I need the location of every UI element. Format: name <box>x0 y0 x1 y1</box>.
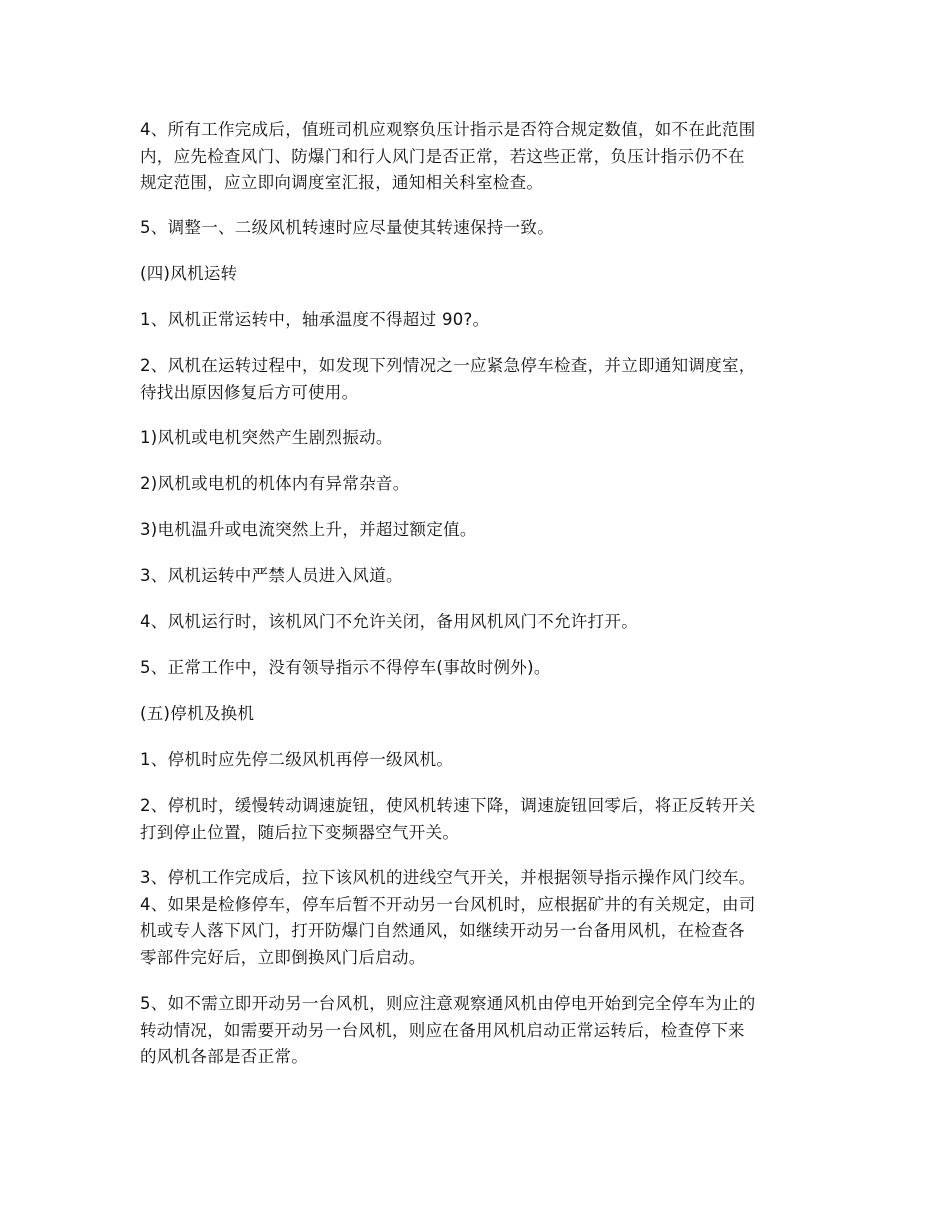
text-line: 3、停机工作完成后，拉下该风机的进线空气开关，并根据领导指示操作风门绞车。 <box>140 868 756 887</box>
text-line: 打到停止位置，随后拉下变频器空气开关。 <box>140 822 460 842</box>
paragraph-4 <box>140 353 810 406</box>
text-line: 3、风机运转中严禁人员进入风道。 <box>140 566 403 585</box>
text-line: 1、停机时应先停二级风机再停一级风机。 <box>140 750 454 769</box>
list-item-1 <box>140 425 810 452</box>
section-heading-4 <box>140 261 810 288</box>
text-line: 4、风机运行时，该机风门不允许关闭，备用风机风门不允许打开。 <box>140 612 638 631</box>
section-heading-5 <box>140 701 810 728</box>
paragraph-2 <box>140 215 810 242</box>
text-line: 1、风机正常运转中，轴承温度不得超过 90?。 <box>140 310 490 329</box>
text-line: 2、停机时，缓慢转动调速旋钮，使风机转速下降，调速旋钮回零后，将正反转开关 <box>140 796 756 815</box>
text-line: 规定范围，应立即向调度室汇报，通知相关科室检查。 <box>140 173 544 192</box>
text-line: 2、风机在运转过程中，如发现下列情况之一应紧急停车检查，并立即通知调度室， <box>140 356 756 375</box>
paragraph-9 <box>140 793 810 846</box>
text-line: 机或专人落下风门，打开防爆门自然通风，如继续开动另一台备用风机，在检查各 <box>140 921 745 940</box>
text-line: 3)电机温升或电流突然上升，并超过额定值。 <box>140 520 477 539</box>
text-line: 5、正常工作中，没有领导指示不得停车(事故时例外)。 <box>140 658 551 677</box>
paragraph-5 <box>140 563 810 590</box>
paragraph-6 <box>140 609 810 636</box>
list-item-3 <box>140 517 810 544</box>
text-line: 4、所有工作完成后，值班司机应观察负压计指示是否符合规定数值，如不在此范围 <box>140 120 756 139</box>
paragraph-1 <box>140 117 810 197</box>
paragraph-11 <box>140 991 810 1071</box>
text-line: 2)风机或电机的机体内有异常杂音。 <box>140 474 410 493</box>
paragraph-7 <box>140 655 810 682</box>
list-item-2 <box>140 471 810 498</box>
paragraph-10 <box>140 865 810 971</box>
text-line: 转动情况，如需要开动另一台风机，则应在备用风机启动正常运转后，检查停下来 <box>140 1020 745 1040</box>
text-line: 内，应先检查风门、防爆门和行人风门是否正常，若这些正常，负压计指示仍不在 <box>140 146 745 166</box>
text-line: 1)风机或电机突然产生剧烈振动。 <box>140 428 393 447</box>
text-line: 5、如不需立即开动另一台风机，则应注意观察通风机由停电开始到完全停车为止的 <box>140 994 756 1013</box>
text-line: 零部件完好后，立即倒换风门后启动。 <box>140 947 426 967</box>
text-line: 的风机各部是否正常。 <box>140 1047 308 1066</box>
text-line: (五)停机及换机 <box>140 704 255 723</box>
text-line: 待找出原因修复后方可使用。 <box>140 382 359 402</box>
paragraph-8 <box>140 747 810 774</box>
text-line: 4、如果是检修停车，停车后暂不开动另一台风机时，应根据矿井的有关规定，由司 <box>140 894 756 914</box>
text-line: (四)风机运转 <box>140 264 238 283</box>
paragraph-3 <box>140 307 810 334</box>
text-line: 5、调整一、二级风机转速时应尽量使其转速保持一致。 <box>140 218 554 237</box>
